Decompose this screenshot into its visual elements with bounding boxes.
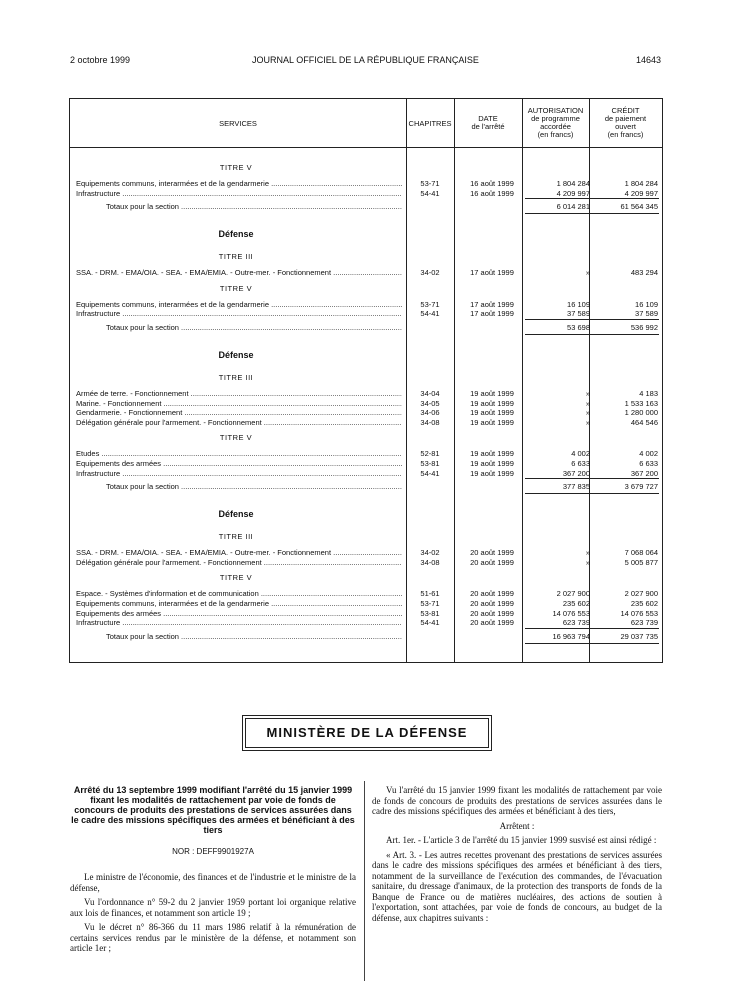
row-autorisation: » (585, 268, 590, 278)
total-rule (525, 198, 659, 199)
row-credit: 483 294 (630, 268, 658, 278)
row-credit: 16 109 (635, 299, 658, 309)
row-date: 19 août 1999 (470, 398, 514, 408)
article-3-text: « Art. 3. - Les autres recettes provenant des prestations de services assurées dans le cadre des missions spécifiques des armées et bénéficiant à des tiers, notamment de la surveillance de l'exécution des commandes, de l'évacuation sanitaire, du dressage d'animaux, de la protection des transports de fonds de la Banque de France ou de matières nucléaires, des actions de soutien à l'exportation, sont attachées, par voie de fonds de concours, au budget de la défense, aux chapitres suivants : (372, 849, 662, 923)
section-heading: Défense (218, 509, 254, 520)
row-autorisation: » (585, 408, 590, 418)
col-header-credit (589, 107, 662, 139)
row-label: Infrastructure ..... (76, 309, 402, 318)
row-date: 19 août 1999 (470, 449, 514, 459)
col-header-credit-line: ouvert (615, 122, 636, 131)
col-header-autorisation (522, 107, 589, 139)
total-credit: 3 679 727 (624, 482, 658, 492)
column-divider (364, 781, 365, 981)
row-chapitre: 54-41 (420, 618, 440, 628)
titre-heading: TITRE V (219, 283, 253, 293)
total-credit: 29 037 735 (620, 631, 658, 641)
row-date: 19 août 1999 (470, 468, 514, 478)
row-autorisation: 367 200 (562, 468, 590, 478)
row-autorisation: 6 633 (571, 459, 590, 468)
total-credit: 61 564 345 (620, 202, 658, 212)
row-chapitre: 34-02 (420, 268, 440, 278)
row-chapitre: 34-04 (420, 389, 440, 398)
arretent-line: Arrêtent : (499, 820, 535, 831)
row-autorisation: » (585, 557, 590, 567)
row-chapitre: 51-61 (420, 589, 440, 599)
header-title: JOURNAL OFFICIEL DE LA RÉPUBLIQUE FRANÇAISE (252, 55, 479, 65)
header-date: 2 octobre 1999 (70, 55, 131, 65)
row-chapitre: 34-08 (420, 557, 440, 567)
row-chapitre: 54-41 (420, 309, 440, 319)
row-credit: 2 027 900 (624, 589, 658, 599)
row-autorisation: 37 589 (567, 309, 590, 319)
row-autorisation: 16 109 (567, 299, 590, 309)
row-chapitre: 52-81 (420, 449, 440, 459)
budget-table (69, 98, 663, 663)
row-label: Equipements des armées ..... (76, 459, 402, 468)
total-autorisation: 377 835 (562, 482, 590, 492)
row-date: 19 août 1999 (470, 408, 514, 418)
total-label: Totaux pour la section ..... (106, 632, 402, 641)
row-credit: 5 005 877 (624, 557, 658, 567)
row-label: Infrastructure ..... (76, 469, 402, 478)
titre-heading: TITRE V (219, 163, 253, 172)
row-chapitre: 53-81 (420, 608, 440, 618)
row-chapitre: 53-71 (420, 299, 440, 309)
titre-heading: TITRE III (218, 252, 254, 262)
col-header-autorisation-line: de programme (531, 114, 580, 123)
row-chapitre: 53-71 (420, 179, 440, 188)
titre-heading: TITRE III (218, 373, 254, 382)
ministry-title: MINISTÈRE DE LA DÉFENSE (266, 725, 468, 740)
col-header-autorisation-line: AUTORISATION (527, 106, 584, 115)
total-autorisation: 16 963 794 (552, 631, 590, 641)
total-rule (525, 643, 659, 644)
row-label: Etudes ..... (76, 449, 402, 458)
nor-reference: NOR : DEFF9901927A (172, 847, 254, 856)
total-label: Totaux pour la section ..... (106, 323, 402, 332)
row-date: 19 août 1999 (470, 389, 514, 398)
row-label: Equipements communs, interarmées et de la gendarmerie ..... (76, 179, 402, 188)
row-chapitre: 34-05 (420, 398, 440, 408)
row-credit: 4 209 997 (624, 188, 658, 198)
row-autorisation: 4 209 997 (556, 188, 590, 198)
row-credit: 37 589 (635, 309, 658, 319)
row-chapitre: 54-41 (420, 188, 440, 198)
row-autorisation: 235 602 (562, 599, 590, 608)
row-credit: 464 546 (630, 417, 658, 427)
titre-heading: TITRE V (219, 433, 253, 443)
col-header-chapitres: CHAPITRES (408, 119, 452, 128)
col-header-date-line: DATE (478, 114, 498, 123)
row-autorisation: » (585, 548, 590, 558)
total-autorisation: 53 698 (567, 323, 590, 332)
titre-heading: TITRE III (218, 532, 254, 542)
paragraph: Vu le décret n° 86-366 du 11 mars 1986 relatif à la rémunération de certains services rendus par le ministère de la défense, et notamment son article 1er ; (70, 922, 356, 953)
row-autorisation: 4 002 (571, 449, 590, 459)
row-autorisation: 623 739 (562, 618, 590, 628)
row-credit: 623 739 (630, 618, 658, 628)
row-date: 20 août 1999 (470, 599, 514, 608)
row-date: 17 août 1999 (470, 299, 514, 309)
row-credit: 6 633 (639, 459, 658, 468)
ministry-banner (245, 718, 489, 748)
row-date: 20 août 1999 (470, 589, 514, 599)
total-autorisation: 6 014 281 (556, 202, 590, 212)
article-1: Art. 1er. - L'article 3 de l'arrêté du 15 janvier 1999 susvisé est ainsi rédigé : (386, 835, 657, 845)
row-chapitre: 53-81 (420, 459, 440, 468)
total-label: Totaux pour la section ..... (106, 482, 402, 491)
row-autorisation: 1 804 284 (556, 179, 590, 188)
row-autorisation: » (585, 417, 590, 427)
row-date: 17 août 1999 (470, 268, 514, 278)
col-header-date-line: de l'arrêté (471, 122, 505, 131)
row-credit: 1 804 284 (624, 179, 658, 188)
total-credit: 536 992 (630, 323, 658, 332)
col-header-autorisation-line: accordée (540, 122, 571, 131)
row-date: 20 août 1999 (470, 618, 514, 628)
row-date: 20 août 1999 (470, 557, 514, 567)
row-label: Espace. - Systèmes d'information et de communication ..... (76, 589, 402, 598)
section-heading: Défense (218, 229, 254, 240)
row-credit: 14 076 553 (620, 608, 658, 618)
row-label: Equipements des armées ..... (76, 609, 402, 618)
row-chapitre: 34-08 (420, 417, 440, 427)
row-credit: 235 602 (630, 599, 658, 608)
row-credit: 1 533 163 (624, 398, 658, 408)
page-number: 14643 (635, 55, 661, 65)
row-credit: 4 183 (639, 389, 658, 398)
row-autorisation: » (585, 389, 590, 398)
row-autorisation: 2 027 900 (556, 589, 590, 599)
row-label: Equipements communs, interarmées et de la gendarmerie ..... (76, 300, 402, 309)
row-label: Infrastructure ..... (76, 618, 402, 627)
row-label: Marine. - Fonctionnement ..... (76, 399, 402, 408)
row-label: Gendarmerie. - Fonctionnement ..... (76, 408, 402, 417)
row-autorisation: 14 076 553 (552, 608, 590, 618)
row-date: 16 août 1999 (470, 179, 514, 188)
total-label: Totaux pour la section ..... (106, 202, 402, 211)
row-date: 17 août 1999 (470, 309, 514, 319)
total-rule (525, 628, 659, 629)
total-rule (525, 493, 659, 494)
total-rule (525, 213, 659, 214)
row-date: 20 août 1999 (470, 608, 514, 618)
paragraph: Vu l'arrêté du 15 janvier 1999 fixant les modalités de rattachement par voie de fonds de concours de produits des prestations de services assurées dans le cadre des missions spécifiques des armées et bénéficiant à des tiers, (372, 785, 662, 816)
article-right-column (372, 785, 662, 927)
total-rule (525, 334, 659, 335)
row-label: SSA. - DRM. - EMA/OIA. - SEA. - EMA/EMIA. - Outre-mer. - Fonctionnement ..... (76, 548, 402, 557)
row-date: 19 août 1999 (470, 417, 514, 427)
row-autorisation: » (585, 398, 590, 408)
article-left-column (70, 785, 356, 958)
paragraph: Le ministre de l'économie, des finances et de l'industrie et le ministre de la défense, (70, 872, 356, 893)
row-label: Armée de terre. - Fonctionnement ..... (76, 389, 402, 398)
row-date: 19 août 1999 (470, 459, 514, 468)
row-credit: 1 280 000 (624, 408, 658, 418)
row-credit: 7 068 064 (624, 548, 658, 558)
total-rule (525, 319, 659, 320)
row-date: 16 août 1999 (470, 188, 514, 198)
row-label: Délégation générale pour l'armement. - Fonctionnement ..... (76, 558, 402, 567)
row-label: Equipements communs, interarmées et de la gendarmerie ..... (76, 599, 402, 608)
row-chapitre: 53-71 (420, 599, 440, 608)
col-header-credit-line: de paiement (604, 114, 647, 123)
paragraph: Vu l'ordonnance n° 59-2 du 2 janvier 1959 portant loi organique relative aux lois de finances, et notamment son article 19 ; (70, 897, 356, 918)
row-chapitre: 34-06 (420, 408, 440, 418)
row-chapitre: 54-41 (420, 468, 440, 478)
section-heading: Défense (218, 350, 254, 360)
col-header-credit-line: CRÉDIT (611, 106, 640, 115)
titre-heading: TITRE V (219, 573, 253, 583)
row-label: Infrastructure ..... (76, 189, 402, 198)
col-header-credit-line: (en francs) (607, 130, 644, 139)
col-header-services: SERVICES (219, 119, 257, 128)
col-header-autorisation-line: (en francs) (537, 130, 574, 139)
row-date: 20 août 1999 (470, 548, 514, 558)
total-rule (525, 478, 659, 479)
row-chapitre: 34-02 (420, 548, 440, 558)
row-credit: 4 002 (639, 449, 658, 459)
article-title: Arrêté du 13 septembre 1999 modifiant l'arrêté du 15 janvier 1999 fixant les modalités de rattachement par voie de fonds de concours de produits des prestations de services assurées dans le cadre des missions spécifiques des armées et bénéficiant à des tiers (71, 785, 355, 835)
col-header-date (454, 115, 522, 131)
row-credit: 367 200 (630, 468, 658, 478)
row-label: Délégation générale pour l'armement. - Fonctionnement ..... (76, 418, 402, 427)
row-label: SSA. - DRM. - EMA/OIA. - SEA. - EMA/EMIA. - Outre-mer. - Fonctionnement ..... (76, 268, 402, 277)
